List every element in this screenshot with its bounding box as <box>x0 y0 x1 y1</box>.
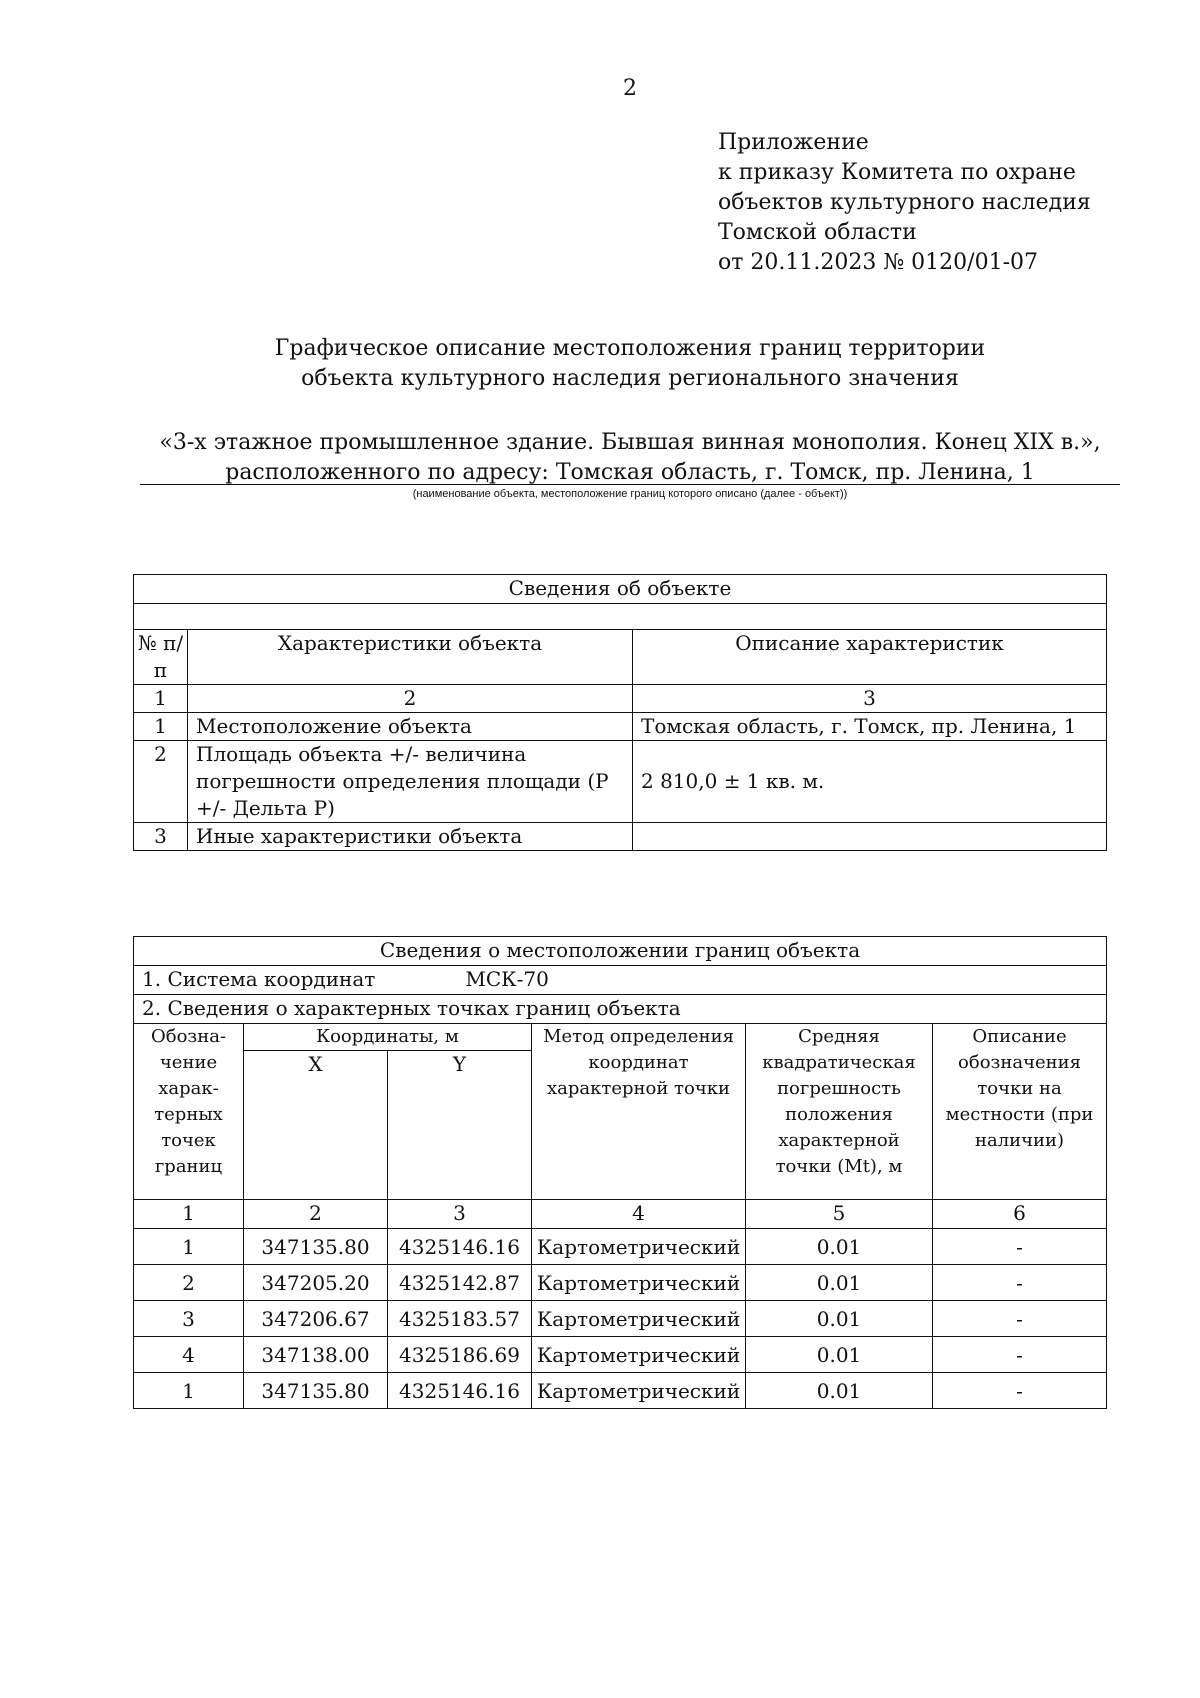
point-y: 4325183.57 <box>388 1301 532 1337</box>
row-num: 3 <box>134 823 188 851</box>
index-cell: 3 <box>633 685 1107 713</box>
point-description: - <box>933 1265 1107 1301</box>
row-num: 1 <box>134 713 188 741</box>
point-x: 347135.80 <box>244 1373 388 1409</box>
document-title-line: Графическое описание местоположения границ территории <box>274 336 986 361</box>
point-y: 4325146.16 <box>388 1373 532 1409</box>
info-table-blank-row <box>134 604 1107 630</box>
appendix-line: от 20.11.2023 № 0120/01-07 <box>718 250 1038 275</box>
point-y: 4325186.69 <box>388 1337 532 1373</box>
point-mt: 0.01 <box>746 1373 933 1409</box>
index-cell: 2 <box>244 1200 388 1229</box>
object-name <box>140 428 1120 488</box>
table-row <box>134 741 1107 823</box>
index-cell: 6 <box>933 1200 1107 1229</box>
header-x: X <box>244 1051 388 1200</box>
index-cell: 5 <box>746 1200 933 1229</box>
point-description: - <box>933 1373 1107 1409</box>
index-cell: 2 <box>188 685 633 713</box>
row-description: 2 810,0 ± 1 кв. м. <box>633 741 1107 823</box>
row-characteristic: Иные характеристики объекта <box>188 823 633 851</box>
row-characteristic: Площадь объекта +/- величина погрешности определения площади (Р +/- Дельта Р) <box>188 741 633 823</box>
table-row <box>134 1265 1107 1301</box>
header-y: Y <box>388 1051 532 1200</box>
header-description: Описание характеристик <box>633 630 1107 685</box>
table-row <box>134 1229 1107 1265</box>
object-name-line: расположенного по адресу: Томская область, г. Томск, пр. Ленина, 1 <box>225 460 1035 485</box>
appendix-line: к приказу Комитета по охране <box>718 160 1076 185</box>
coordinate-system-label: 1. Система координат <box>142 967 376 991</box>
header-point-description: Описание обозначения точки на местности (при наличии) <box>933 1024 1107 1200</box>
appendix-line: объектов культурного наследия <box>718 190 1091 215</box>
point-x: 347138.00 <box>244 1337 388 1373</box>
document-title <box>0 334 1200 394</box>
coord-table-title: Сведения о местоположении границ объекта <box>134 937 1107 966</box>
header-characteristic: Характеристики объекта <box>188 630 633 685</box>
row-description: Томская область, г. Томск, пр. Ленина, 1 <box>633 713 1107 741</box>
index-cell: 1 <box>134 1200 244 1229</box>
row-description <box>633 823 1107 851</box>
point-description: - <box>933 1229 1107 1265</box>
row-characteristic: Местоположение объекта <box>188 713 633 741</box>
point-mt: 0.01 <box>746 1337 933 1373</box>
coordinate-system-value: МСК-70 <box>465 967 549 991</box>
point-description: - <box>933 1301 1107 1337</box>
point-y: 4325142.87 <box>388 1265 532 1301</box>
point-description: - <box>933 1337 1107 1373</box>
appendix-line: Томской области <box>718 220 917 245</box>
point-id: 1 <box>134 1229 244 1265</box>
appendix-block <box>718 128 1091 278</box>
object-name-caption: (наименование объекта, местоположение границ которого описано (далее - объект)) <box>412 488 848 500</box>
header-error: Средняя квадратическая погрешность положения характерной точки (Mt), м <box>746 1024 933 1200</box>
coordinate-system-row <box>134 966 1107 995</box>
page-number: 2 <box>623 76 637 101</box>
point-mt: 0.01 <box>746 1301 933 1337</box>
point-x: 347206.67 <box>244 1301 388 1337</box>
points-section-label: 2. Сведения о характерных точках границ объекта <box>134 995 1107 1024</box>
header-coordinates: Координаты, м <box>244 1024 532 1051</box>
point-id: 4 <box>134 1337 244 1373</box>
point-id: 3 <box>134 1301 244 1337</box>
table-row <box>134 1373 1107 1409</box>
index-cell: 4 <box>532 1200 746 1229</box>
index-cell: 3 <box>388 1200 532 1229</box>
document-title-line: объекта культурного наследия регионального значения <box>301 366 959 391</box>
point-id: 1 <box>134 1373 244 1409</box>
boundary-coordinates-table <box>133 936 1107 1409</box>
index-cell: 1 <box>134 685 188 713</box>
header-designation: Обозна-чение харак-терных точек границ <box>134 1024 244 1200</box>
point-x: 347205.20 <box>244 1265 388 1301</box>
object-info-table <box>133 574 1107 851</box>
table-row <box>134 1301 1107 1337</box>
object-name-line: «3-х этажное промышленное здание. Бывшая винная монополия. Конец XIX в.», <box>159 430 1101 455</box>
point-id: 2 <box>134 1265 244 1301</box>
header-method: Метод определения координат характерной точки <box>532 1024 746 1200</box>
object-name-underline <box>140 484 1120 485</box>
row-num: 2 <box>134 741 188 823</box>
point-y: 4325146.16 <box>388 1229 532 1265</box>
info-table-title: Сведения об объекте <box>134 575 1107 604</box>
table-row <box>134 713 1107 741</box>
header-num: № п/п <box>134 630 188 685</box>
point-mt: 0.01 <box>746 1229 933 1265</box>
point-method: Картометрический <box>532 1265 746 1301</box>
point-mt: 0.01 <box>746 1265 933 1301</box>
table-row <box>134 823 1107 851</box>
appendix-line: Приложение <box>718 130 869 155</box>
point-method: Картометрический <box>532 1301 746 1337</box>
point-method: Картометрический <box>532 1373 746 1409</box>
table-row <box>134 1337 1107 1373</box>
point-method: Картометрический <box>532 1337 746 1373</box>
point-x: 347135.80 <box>244 1229 388 1265</box>
point-method: Картометрический <box>532 1229 746 1265</box>
